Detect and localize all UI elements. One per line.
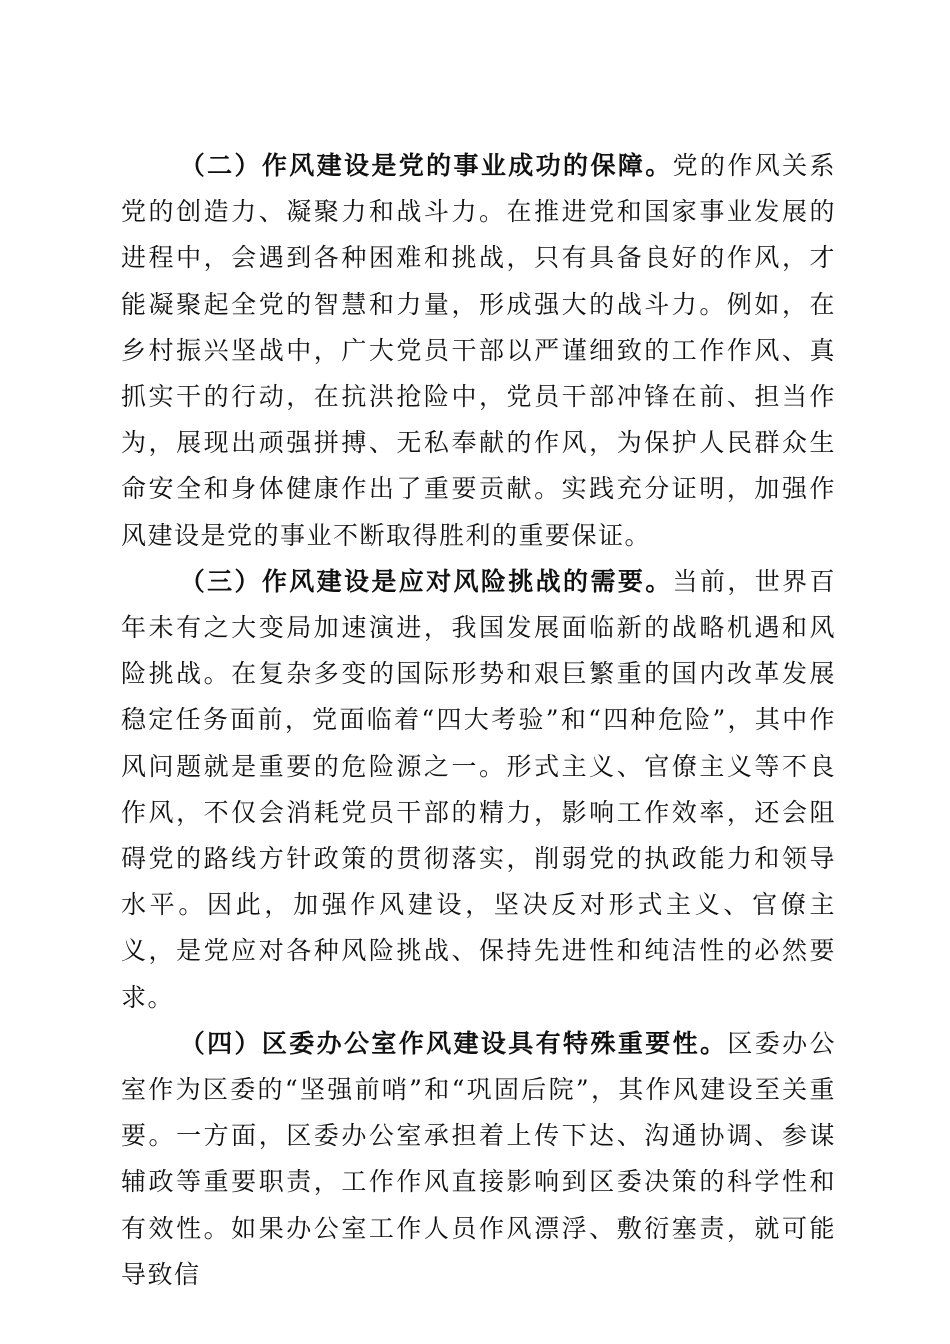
paragraph-body: 区委办公室作为区委的“坚强前哨”和“巩固后院”，其作风建设至关重要。一方面，区委办公室承担着上传下达、沟通协调、参谋辅政等重要职责，工作作风直接影响到区委决策的科学性和有效性。如果办公室工作人员作风漂浮、敷衍塞责，就可能导致信: [121, 1028, 836, 1289]
paragraph-body: 党的作风关系党的创造力、凝聚力和战斗力。在推进党和国家事业发展的进程中，会遇到各种困难和挑战，只有具备良好的作风，才能凝聚起全党的智慧和力量，形成强大的战斗力。例如，在乡村振兴坚战中，广大党员干部以严谨细致的工作作风、真抓实干的行动，在抗洪抢险中，党员干部冲锋在前、担当作为，展现出顽强拼搏、无私奉献的作风，为保护人民群众生命安全和身体健康作出了重要贡献。实践充分证明，加强作风建设是党的事业不断取得胜利的重要保证。: [121, 151, 836, 550]
paragraph-body: 当前，世界百年未有之大变局加速演进，我国发展面临新的战略机遇和风险挑战。在复杂多变的国际形势和艰巨繁重的国内改革发展稳定任务面前，党面临着“四大考验”和“四种危险”，其中作风问题就是重要的危险源之一。形式主义、官僚主义等不良作风，不仅会消耗党员干部的精力，影响工作效率，还会阻碍党的路线方针政策的贯彻落实，削弱党的执政能力和领导水平。因此，加强作风建设，坚决反对形式主义、官僚主义，是党应对各种风险挑战、保持先进性和纯洁性的必然要求。: [121, 566, 836, 1012]
paragraph-heading: （二）作风建设是党的事业成功的保障。: [179, 151, 673, 180]
paragraph-office-importance: [121, 1021, 836, 1298]
paragraph-risk-challenges: [121, 559, 836, 1021]
document-page: [121, 143, 836, 1298]
paragraph-heading: （三）作风建设是应对风险挑战的需要。: [179, 566, 673, 596]
paragraph-heading: （四）区委办公室作风建设具有特殊重要性。: [179, 1028, 728, 1058]
paragraph-party-cause-guarantee: [121, 143, 836, 559]
